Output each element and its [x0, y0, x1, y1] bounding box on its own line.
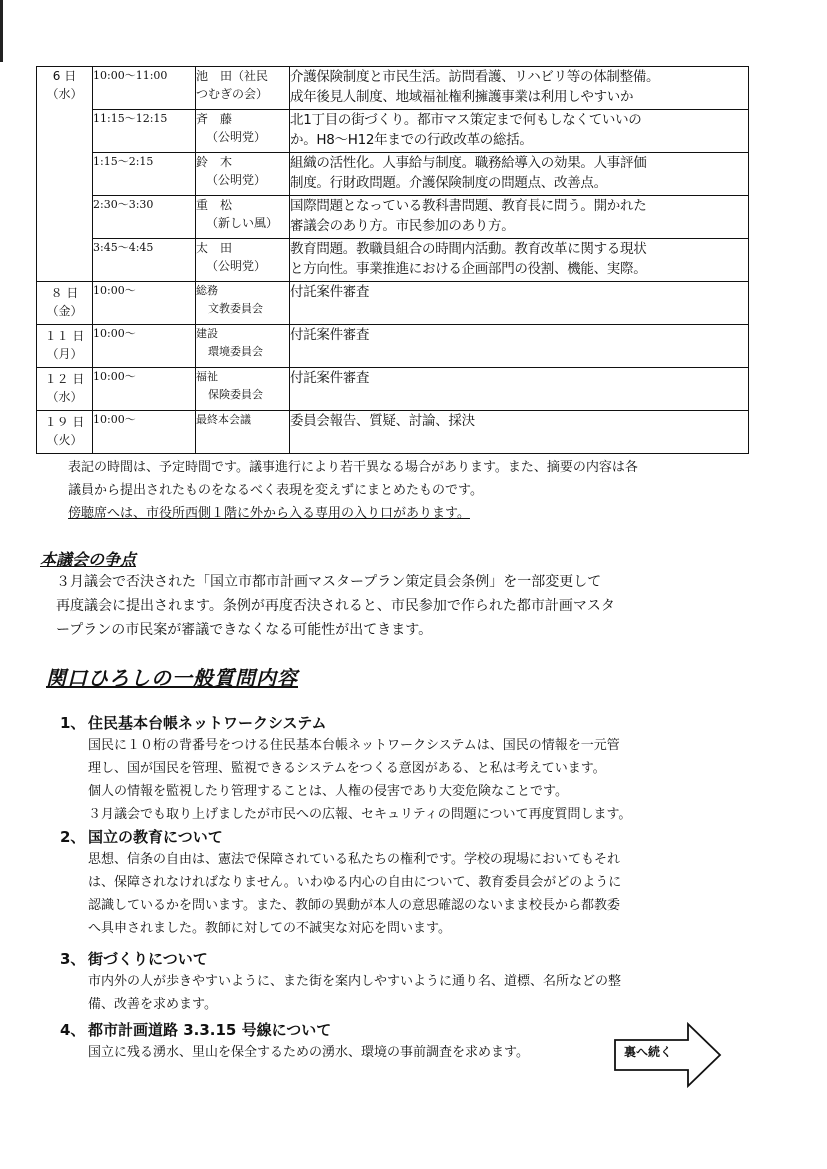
question-line: 国立に残る湧水、里山を保全するための湧水、環境の事前調査を求めます。	[88, 1045, 529, 1060]
speaker-name: 重 松	[196, 198, 233, 212]
speaker-name: 鈴 木	[196, 155, 233, 169]
date-label: １２ 日	[44, 372, 85, 386]
question-line: 備、改善を求めます。	[88, 997, 217, 1012]
topic-line: 国際問題となっている教科書問題、教育長に問う。開かれた	[290, 198, 647, 214]
question-line: 市内外の人が歩きやすいように、また街を案内しやすいように通り名、道標、名所などの整	[88, 974, 622, 989]
topic-cell	[290, 67, 749, 110]
speaker-party: つむぎの会）	[196, 87, 269, 101]
speaker-party: （公明党）	[206, 259, 267, 273]
question-line: 認識しているかを問います。また、教師の異動が本人の意思確認のないまま校長から都教委	[88, 898, 620, 913]
time-cell: 10:00〜	[93, 368, 196, 411]
question-body	[88, 970, 621, 1016]
committee-cell	[196, 411, 290, 454]
speaker-party: （公明党）	[206, 173, 267, 187]
question-title-text: 国立の教育について	[88, 828, 223, 846]
topic-cell	[290, 196, 749, 239]
question-line: 思想、信条の自由は、憲法で保障されている私たちの権利です。学校の現場においてもそれ	[88, 852, 620, 867]
date-cell	[37, 282, 93, 325]
date-label: １１ 日	[44, 329, 85, 343]
question-line: は、保障されなければなりません。いわゆる内心の自由について、教育委員会がどのように	[88, 875, 622, 890]
topic-line: 介護保険制度と市民生活。訪問看護、リハビリ等の体制整備。	[290, 69, 660, 85]
question-item	[60, 1019, 529, 1064]
issue-line: ３月議会で否決された「国立市都市計画マスタープラン策定員会条例」を一部変更して	[56, 574, 602, 590]
question-title-text: 住民基本台帳ネットワークシステム	[88, 714, 327, 732]
time-cell: 10:00〜11:00	[93, 67, 196, 110]
question-item	[60, 948, 621, 1016]
question-body	[88, 1041, 529, 1064]
table-row	[37, 368, 749, 411]
speaker-party: （公明党）	[206, 130, 267, 144]
committee-line-2: 保険委員会	[208, 388, 263, 401]
question-title	[60, 712, 631, 734]
topic-cell: 付託案件審査	[290, 325, 749, 368]
weekday-label: （月）	[46, 347, 83, 361]
topic-cell	[290, 110, 749, 153]
issue-line: 再度議会に提出されます。条例が再度否決されると、市民参加で作られた都市計画マスタ	[56, 598, 615, 614]
committee-line-2: 文教委員会	[208, 302, 263, 315]
topic-cell	[290, 239, 749, 282]
issue-body	[56, 570, 615, 642]
table-row	[37, 110, 749, 153]
question-line: 個人の情報を監視したり管理することは、人権の侵害であり大変危険なことです。	[88, 784, 568, 799]
table-row	[37, 282, 749, 325]
weekday-label: （金）	[46, 304, 83, 318]
question-body	[88, 734, 631, 826]
question-number: 3、	[60, 950, 86, 968]
speaker-cell	[196, 239, 290, 282]
speaker-name: 池 田（社民	[196, 69, 269, 83]
table-row	[37, 239, 749, 282]
question-line: 国民に１０桁の背番号をつける住民基本台帳ネットワークシステムは、国民の情報を一元管	[88, 738, 620, 753]
weekday-label: （水）	[46, 390, 83, 404]
committee-line-1: 建設	[196, 327, 218, 340]
date-cell	[37, 368, 93, 411]
questions-heading: 関口ひろしの一般質問内容	[46, 666, 298, 690]
continue-label: 裏へ続く	[624, 1045, 673, 1059]
table-row	[37, 153, 749, 196]
topic-line: 北1丁目の街づくり。都市マス策定まで何もしなくていいの	[290, 112, 642, 128]
question-title	[60, 948, 621, 970]
question-title	[60, 1019, 529, 1041]
time-cell: 1:15〜2:15	[93, 153, 196, 196]
question-title-text: 街づくりについて	[88, 950, 208, 968]
committee-cell	[196, 368, 290, 411]
weekday-label: （水）	[46, 87, 83, 101]
committee-cell	[196, 325, 290, 368]
weekday-label: （火）	[46, 433, 83, 447]
topic-line: 教育問題。教職員組合の時間内活動。教育改革に関する現状	[290, 241, 647, 257]
speaker-name: 斉 藤	[196, 112, 233, 126]
topic-cell: 付託案件審査	[290, 282, 749, 325]
committee-line-2: 環境委員会	[208, 345, 263, 358]
speaker-cell	[196, 196, 290, 239]
time-cell: 10:00〜	[93, 282, 196, 325]
question-number: 2、	[60, 828, 86, 846]
time-cell: 11:15〜12:15	[93, 110, 196, 153]
question-title	[60, 826, 621, 848]
committee-line-1: 福祉	[196, 370, 218, 383]
time-cell: 10:00〜	[93, 325, 196, 368]
committee-line-1: 総務	[196, 284, 218, 297]
issue-heading: 本議会の争点	[40, 550, 137, 569]
speaker-cell	[196, 67, 290, 110]
schedule-notes	[68, 456, 638, 525]
speaker-name: 太 田	[196, 241, 233, 255]
schedule-table	[36, 66, 749, 454]
question-number: 4、	[60, 1021, 86, 1039]
time-cell: 3:45〜4:45	[93, 239, 196, 282]
topic-line: か。H8〜H12年までの行政改革の総括。	[290, 132, 533, 148]
committee-line-1: 最終本会議	[196, 413, 251, 426]
date-label: ８ 日	[50, 286, 79, 300]
speaker-cell	[196, 110, 290, 153]
topic-line: 制度。行財政問題。介護保険制度の問題点、改善点。	[290, 175, 607, 191]
note-line: 表記の時間は、予定時間です。議事進行により若干異なる場合があります。また、摘要の内容は各	[68, 460, 638, 475]
topic-cell: 付託案件審査	[290, 368, 749, 411]
note-line: 議員から提出されたものをなるべく表現を変えずにまとめたものです。	[68, 483, 483, 498]
topic-cell: 委員会報告、質疑、討論、採決	[290, 411, 749, 454]
topic-line: 成年後見人制度、地域福祉権利擁護事業は利用しやすいか	[290, 89, 634, 105]
committee-cell	[196, 282, 290, 325]
question-line: へ具申されました。教師に対しての不誠実な対応を問います。	[88, 921, 451, 936]
speaker-cell	[196, 153, 290, 196]
question-item	[60, 712, 631, 826]
question-line: ３月議会でも取り上げましたが市民への広報、セキュリティの問題について再度質問します。	[88, 807, 632, 822]
page-edge-mark	[0, 0, 3, 62]
question-number: 1、	[60, 714, 86, 732]
table-row	[37, 325, 749, 368]
question-body	[88, 848, 621, 940]
table-row	[37, 67, 749, 110]
date-cell	[37, 325, 93, 368]
topic-line: 審議会のあり方。市民参加のあり方。	[290, 218, 515, 234]
question-title-text: 都市計画道路 3.3.15 号線について	[88, 1021, 332, 1039]
issue-line: ープランの市民案が審議できなくなる可能性が出てきます。	[56, 622, 433, 638]
date-label: １９ 日	[44, 415, 85, 429]
topic-cell	[290, 153, 749, 196]
time-cell: 10:00〜	[93, 411, 196, 454]
speaker-party: （新しい風）	[206, 216, 279, 230]
date-label: 6 日	[52, 69, 77, 83]
gallery-entrance-note: 傍聴席へは、市役所西側１階に外から入る専用の入り口があります。	[68, 506, 470, 521]
table-row	[37, 411, 749, 454]
date-cell	[37, 67, 93, 282]
time-cell: 2:30〜3:30	[93, 196, 196, 239]
topic-line: 組織の活性化。人事給与制度。職務給導入の効果。人事評価	[290, 155, 647, 171]
topic-line: と方向性。事業推進における企画部門の役割、機能、実際。	[290, 261, 647, 277]
table-row	[37, 196, 749, 239]
question-line: 理し、国が国民を管理、監視できるシステムをつくる意図がある、と私は考えています。	[88, 761, 606, 776]
question-item	[60, 826, 621, 940]
date-cell	[37, 411, 93, 454]
